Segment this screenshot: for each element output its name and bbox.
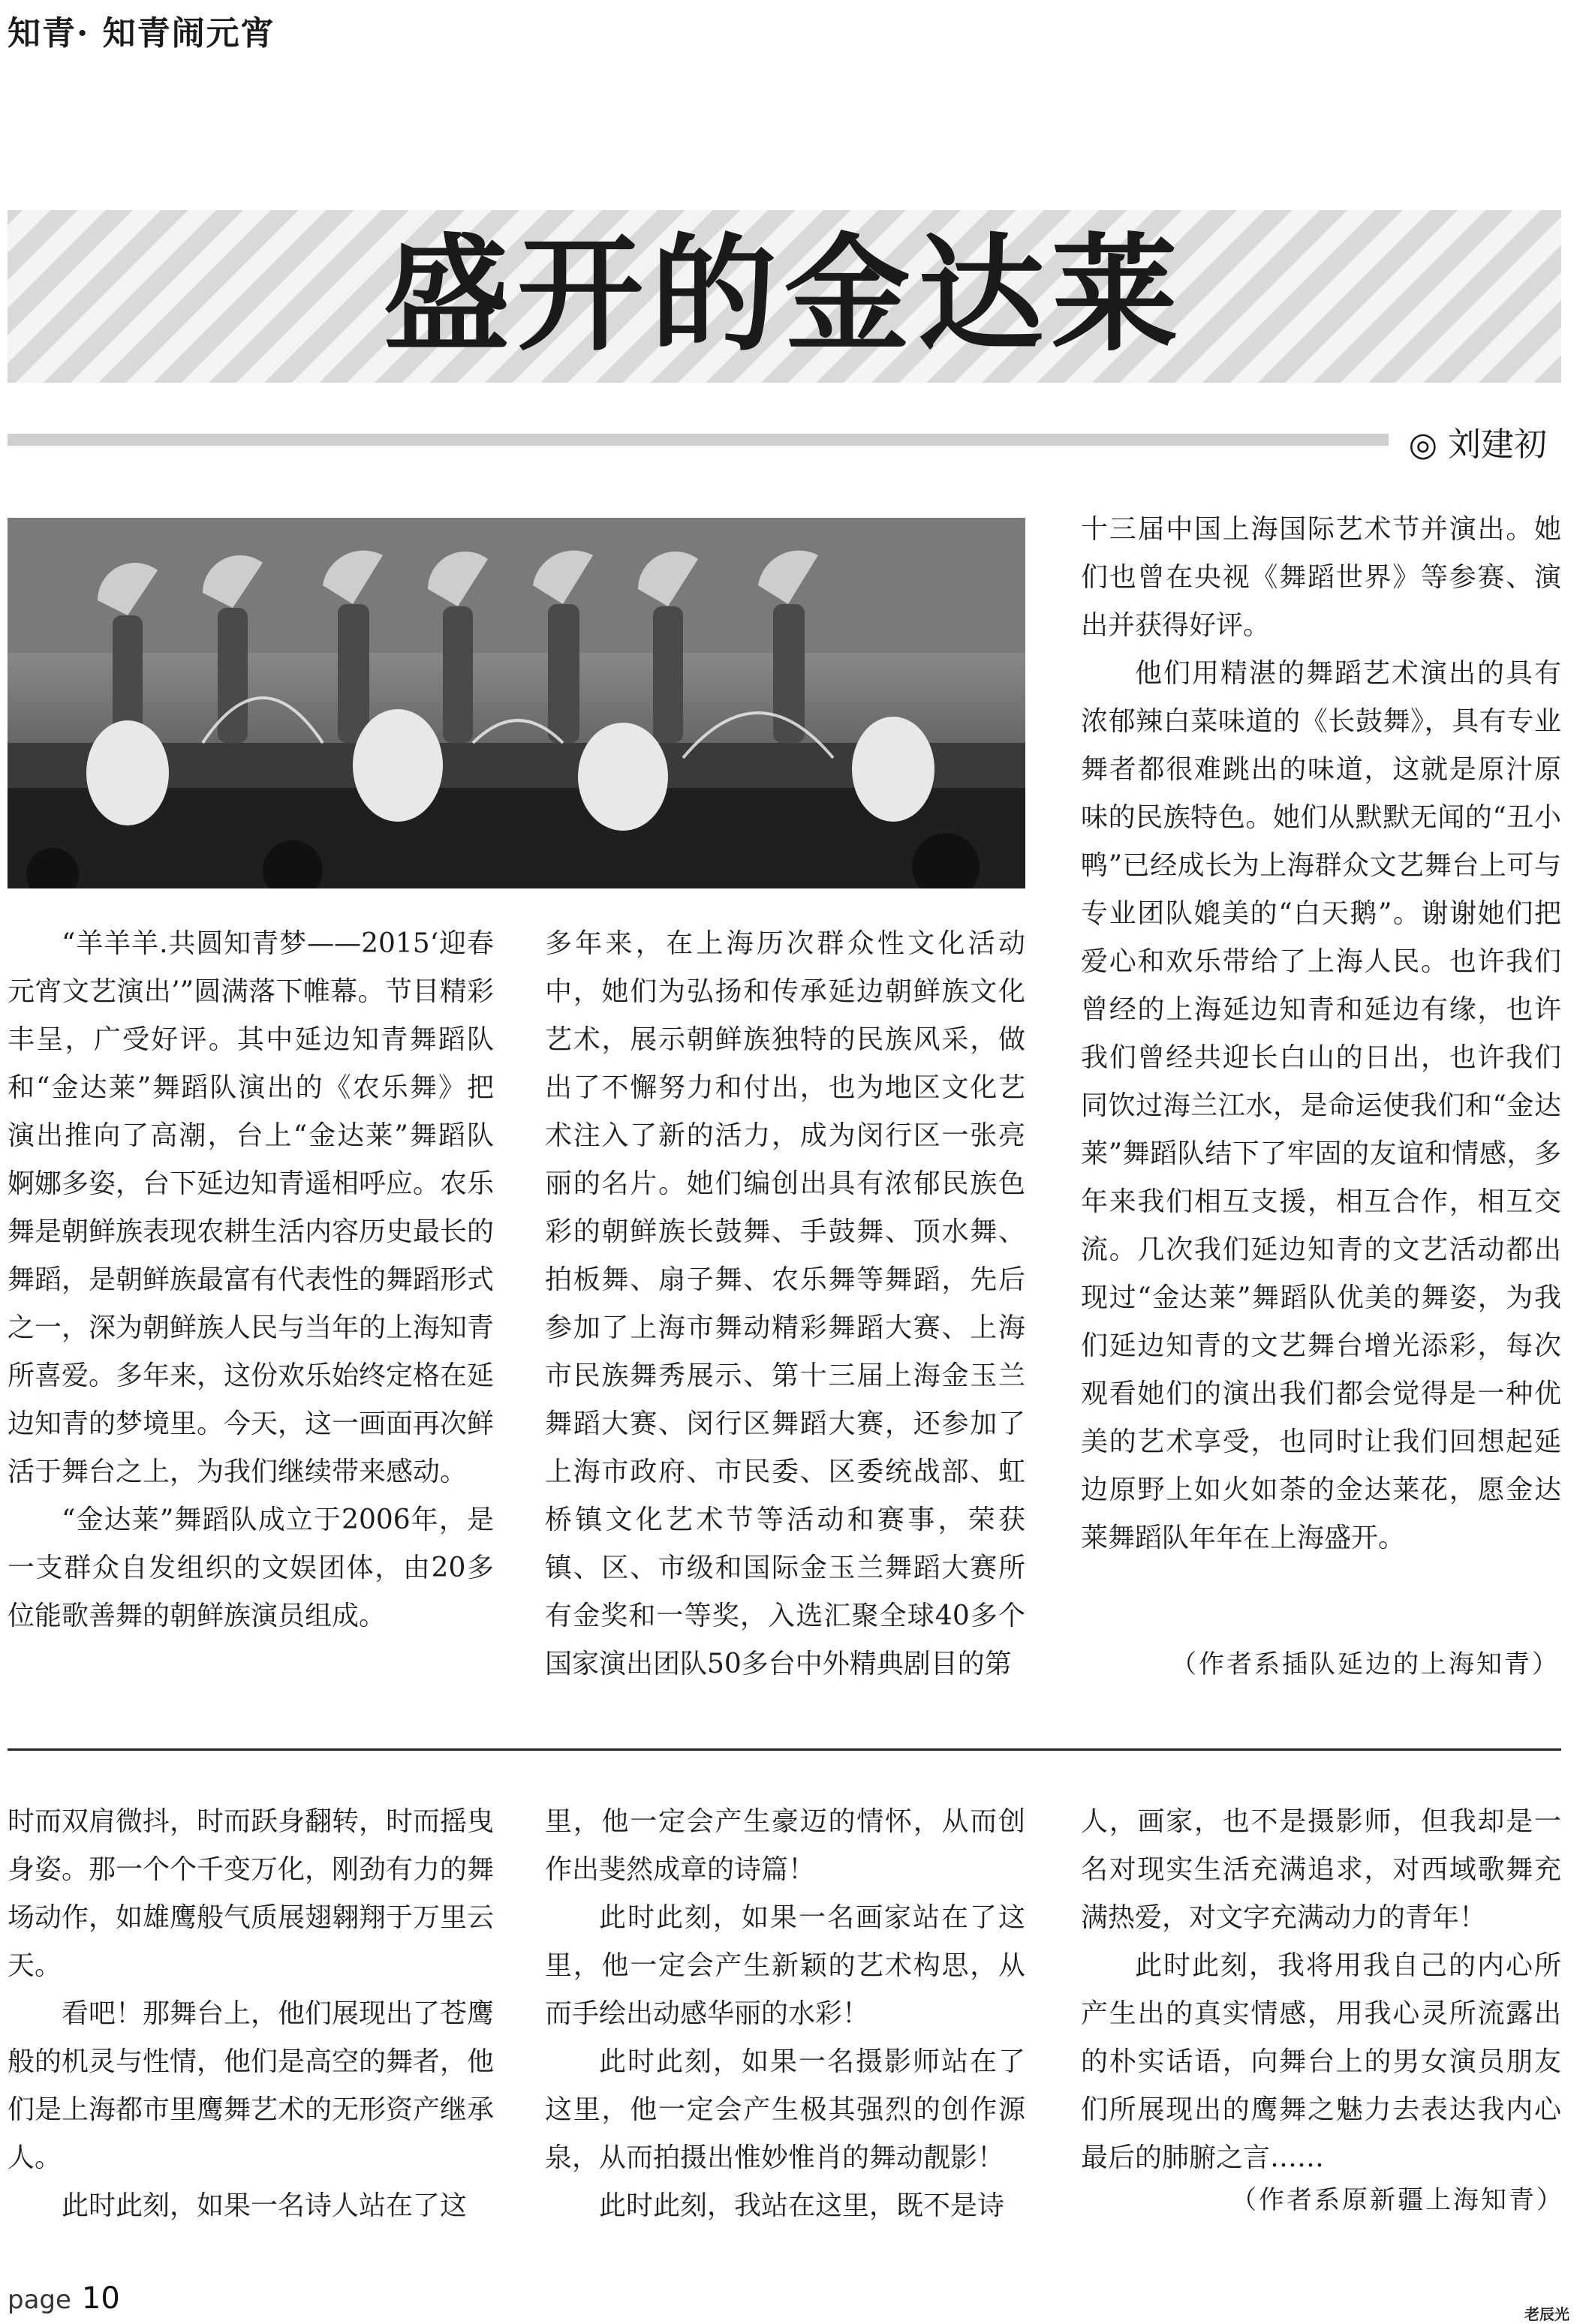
page-number: 10	[81, 2281, 120, 2316]
article-2-column-2	[545, 1798, 1025, 2230]
section-divider	[8, 1748, 1561, 1751]
paragraph: 他们用精湛的舞蹈艺术演出的具有浓郁辣白菜味道的《长鼓舞》，具有专业舞者都很难跳出的味道，这就是原汁原味的民族特色。她们从默默无闻的“丑小鸭”已经成长为上海群众文艺舞台上可与专业团队媲美的“白天鹅”。谢谢她们把爱心和欢乐带给了上海人民。也许我们曾经的上海延边知青和延边有缘，也许我们曾经共迎长白山的日出，也许我们同饮过海兰江水，是命运使我们和“金达莱”舞蹈队结下了牢固的友谊和情感，多年来我们相互支援，相互合作，相互交流。几次我们延边知青的文艺活动都出现过“金达莱”舞蹈队优美的舞姿，为我们延边知青的文艺舞台增光添彩，每次观看她们的演出我们都会觉得是一种优美的艺术享受，也同时让我们回想起延边原野上如火如荼的金达莱花，愿金达莱舞蹈队年年在上海盛开。	[1081, 658, 1561, 1553]
paragraph: 十三届中国上海国际艺术节并演出。她们也曾在央视《舞蹈世界》等参赛、演出并获得好评。	[1081, 514, 1561, 641]
page-label: page	[8, 2285, 71, 2315]
photo-illustration	[8, 518, 1025, 888]
title-banner	[8, 210, 1561, 383]
author-rule	[8, 434, 1389, 446]
paragraph: 此时此刻，我将用我自己的内心所产生出的真实情感，用我心灵所流露出的朴实话语，向舞台上的男女演员朋友们所展现出的鹰舞之魅力去表达我内心最后的肺腑之言……	[1081, 1950, 1561, 2173]
article-2-column-1	[8, 1798, 494, 2230]
article-1-credit: （作者系插队延边的上海知青）	[1171, 1649, 1560, 1679]
magazine-name: 老辰光	[1524, 2305, 1569, 2323]
paragraph: 此时此刻，如果一名摄影师站在了这里，他一定会产生极其强烈的创作源泉，从而拍摄出惟妙惟肖的舞动靓影！	[545, 2046, 1025, 2173]
dance-performance-photo	[8, 518, 1025, 888]
page-footer	[8, 2281, 120, 2316]
article-1-column-1	[8, 920, 494, 1640]
article-2-credit: （作者系原新疆上海知青）	[1231, 2185, 1564, 2215]
article-2-column-3	[1081, 1798, 1561, 2182]
paragraph: 时而双肩微抖，时而跃身翻转，时而摇曳身姿。那一个个千变万化，刚劲有力的舞场动作，如雄鹰般气质展翅翱翔于万里云天。	[8, 1806, 495, 1981]
paragraph: 此时此刻，如果一名诗人站在了这	[62, 2190, 468, 2221]
paragraph: 里，他一定会产生豪迈的情怀，从而创作出斐然成章的诗篇！	[545, 1806, 1025, 1885]
paragraph: 此时此刻，我站在这里，既不是诗	[599, 2190, 1005, 2221]
article-1-column-3	[1081, 506, 1561, 1562]
paragraph: 人，画家，也不是摄影师，但我却是一名对现实生活充满追求，对西域歌舞充满热爱，对文字充满动力的青年！	[1081, 1806, 1561, 1933]
article-1-column-2	[545, 920, 1025, 1688]
paragraph: “金达莱”舞蹈队成立于2006年，是一支群众自发组织的文娱团体，由20多位能歌善舞的朝鲜族演员组成。	[8, 1505, 494, 1631]
article-title: 盛开的金达莱	[384, 221, 1185, 368]
paragraph: 此时此刻，如果一名画家站在了这里，他一定会产生新颖的艺术构思，从而手绘出动感华丽的水彩！	[545, 1902, 1025, 2029]
paragraph: 看吧！那舞台上，他们展现出了苍鹰般的机灵与性情，他们是高空的舞者，他们是上海都市里鹰舞艺术的无形资产继承人。	[8, 1998, 495, 2173]
article-author: ◎ 刘建初	[1408, 425, 1547, 464]
section-header: 知青· 知青闹元宵	[8, 14, 275, 53]
paragraph: “羊羊羊.共圆知青梦——2015‘迎春元宵文艺演出’”圆满落下帷幕。节目精彩丰呈，广受好评。其中延边知青舞蹈队和“金达莱”舞蹈队演出的《农乐舞》把演出推向了高潮，台上“金达莱”舞蹈队婀娜多姿，台下延边知青遥相呼应。农乐舞是朝鲜族表现农耕生活内容历史最长的舞蹈，是朝鲜族最富有代表性的舞蹈形式之一，深为朝鲜族人民与当年的上海知青所喜爱。多年来，这份欢乐始终定格在延边知青的梦境里。今天，这一画面再次鲜活于舞台之上，为我们继续带来感动。	[8, 928, 495, 1487]
paragraph: 多年来，在上海历次群众性文化活动中，她们为弘扬和传承延边朝鲜族文化艺术，展示朝鲜族独特的民族风采，做出了不懈努力和付出，也为地区文化艺术注入了新的活力，成为闵行区一张亮丽的名片。她们编创出具有浓郁民族色彩的朝鲜族长鼓舞、手鼓舞、顶水舞、拍板舞、扇子舞、农乐舞等舞蹈，先后参加了上海市舞动精彩舞蹈大赛、上海市民族舞秀展示、第十三届上海金玉兰舞蹈大赛、闵行区舞蹈大赛，还参加了上海市政府、市民委、区委统战部、虹桥镇文化艺术节等活动和赛事，荣获镇、区、市级和国际金玉兰舞蹈大赛所有金奖和一等奖，入选汇聚全球40多个国家演出团队50多台中外精典剧目的第	[545, 928, 1025, 1679]
